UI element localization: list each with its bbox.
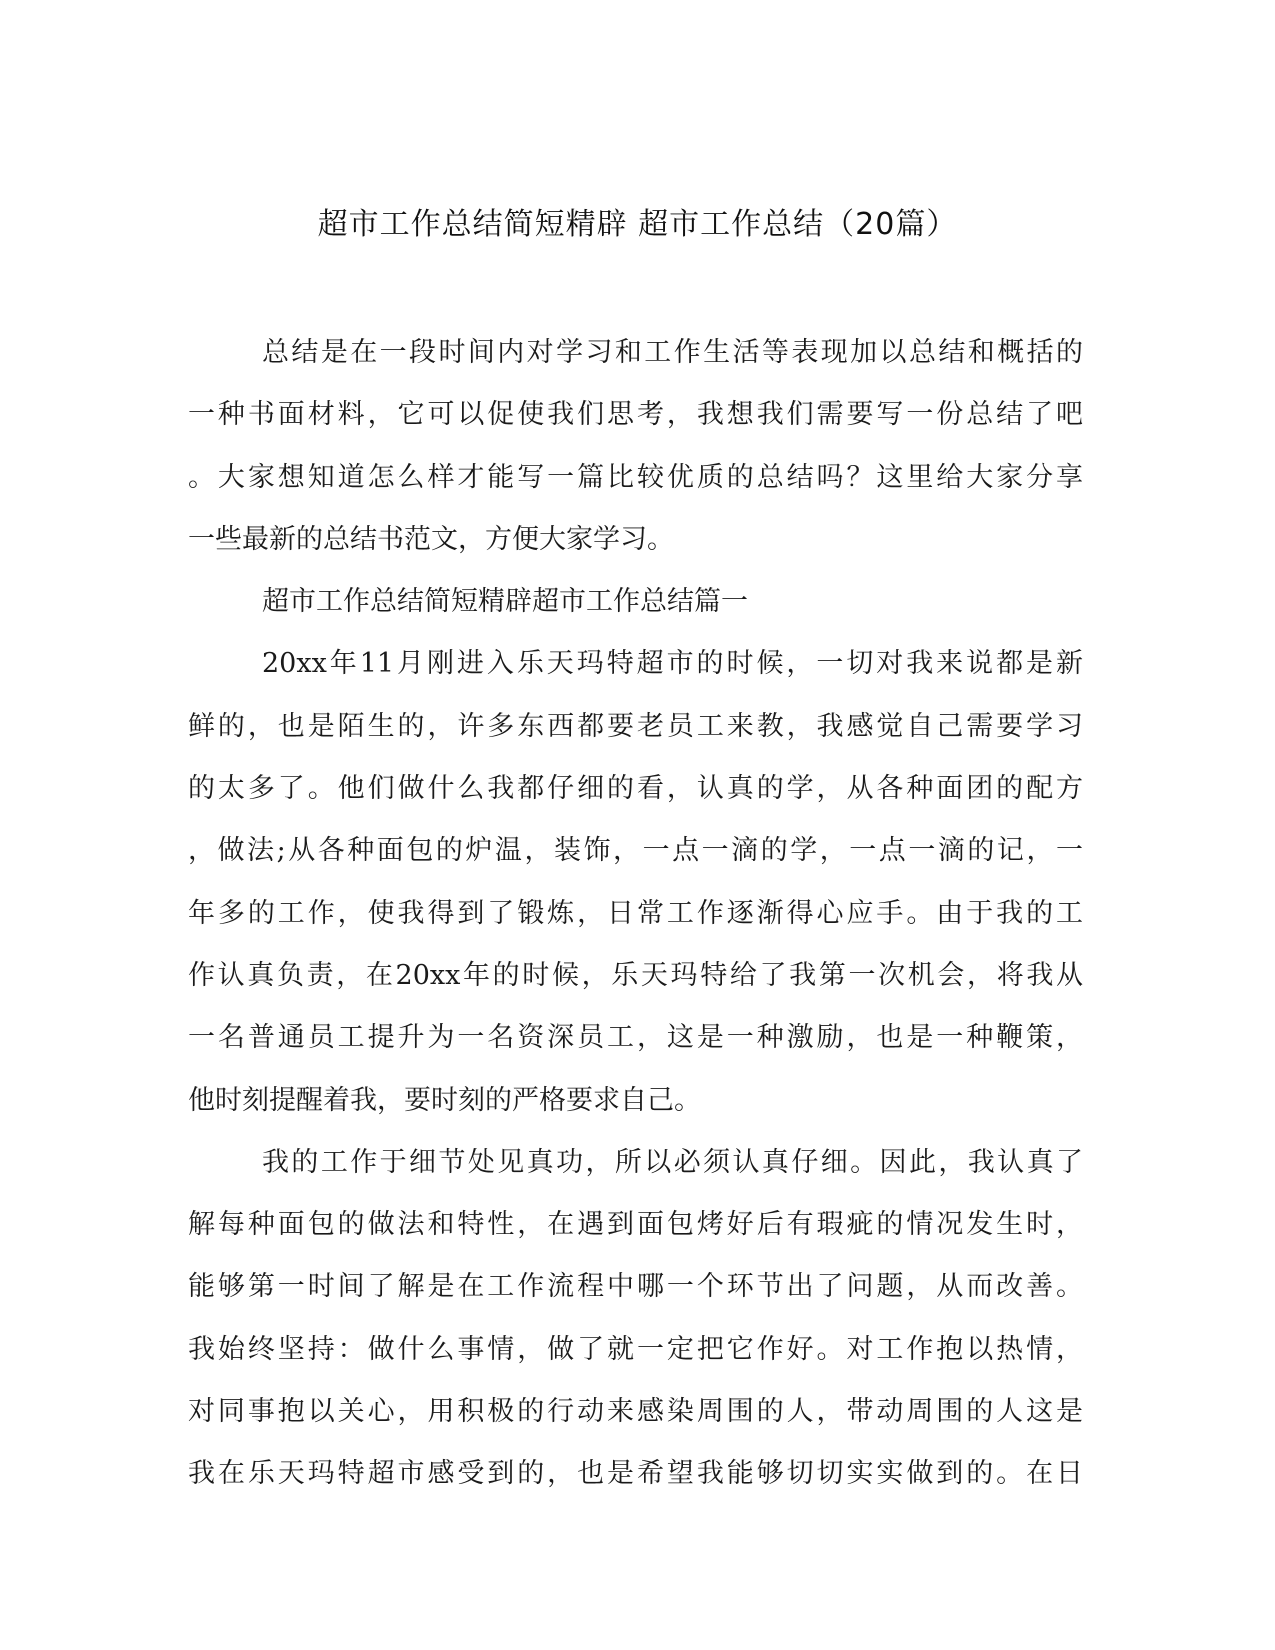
text-line: 年多的工作，使我得到了锻炼，日常工作逐渐得心应手。由于我的工	[188, 897, 1083, 929]
text-line: 作认真负责，在20xx年的时候，乐天玛特给了我第一次机会，将我从	[188, 959, 1083, 991]
text-line: 一名普通员工提升为一名资深员工，这是一种激励，也是一种鞭策，	[188, 1022, 1083, 1054]
section-heading	[188, 571, 1083, 633]
intro-paragraph	[188, 322, 1083, 571]
document-body	[188, 322, 1083, 1506]
text-line: 一种书面材料，它可以促使我们思考，我想我们需要写一份总结了吧	[188, 399, 1083, 431]
body-paragraph-2	[188, 1132, 1083, 1506]
document-title: 超市工作总结简短精辟 超市工作总结（20篇）	[317, 207, 958, 242]
text-line: 我的工作于细节处见真功，所以必须认真仔细。因此，我认真了	[262, 1146, 1083, 1178]
section-heading-text: 超市工作总结简短精辟超市工作总结篇一	[262, 586, 748, 618]
text-line: 总结是在一段时间内对学习和工作生活等表现加以总结和概括的	[262, 337, 1083, 368]
text-line: 解每种面包的做法和特性，在遇到面包烤好后有瑕疵的情况发生时，	[188, 1209, 1083, 1241]
text-line: ，做法;从各种面包的炉温，装饰，一点一滴的学，一点一滴的记，一	[188, 835, 1083, 867]
text-line: 一些最新的总结书范文，方便大家学习。	[188, 523, 674, 555]
text-line: 我始终坚持：做什么事情，做了就一定把它作好。对工作抱以热情，	[188, 1333, 1083, 1365]
text-line: 对同事抱以关心，用积极的行动来感染周围的人，带动周围的人这是	[188, 1396, 1083, 1428]
text-line: 20xx年11月刚进入乐天玛特超市的时候，一切对我来说都是新	[262, 648, 1083, 680]
text-line: 。大家想知道怎么样才能写一篇比较优质的总结吗？这里给大家分享	[188, 461, 1083, 493]
text-line: 鲜的，也是陌生的，许多东西都要老员工来教，我感觉自己需要学习	[188, 710, 1083, 742]
text-line: 他时刻提醒着我，要时刻的严格要求自己。	[188, 1084, 701, 1116]
text-line: 我在乐天玛特超市感受到的，也是希望我能够切切实实做到的。在日	[188, 1458, 1083, 1490]
body-paragraph-1	[188, 633, 1083, 1131]
text-line: 能够第一时间了解是在工作流程中哪一个环节出了问题，从而改善。	[188, 1271, 1083, 1303]
text-line: 的太多了。他们做什么我都仔细的看，认真的学，从各种面团的配方	[188, 773, 1083, 805]
